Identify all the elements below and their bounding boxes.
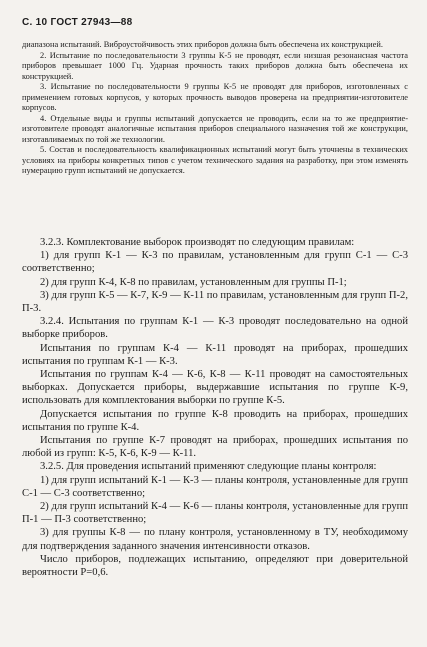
paragraph-k8: Допускается испытания по группе К-8 проводить на приборах, прошедших испытания по группе К-4. <box>22 408 408 433</box>
paragraph-k7: Испытания по группе К-7 проводят на приборах, прошедших испытания по любой из групп: К-5, К-6, К-9 — К-11. <box>22 435 408 460</box>
paragraph-independent-samples: Испытания по группам К-4 — К-6, К-8 — К-11 проводят на самостоятельных выборках. Допускается приборы, выдержавшие испытания по группе К-9, использовать для комплектования выборки по группе К-5. <box>22 369 408 407</box>
paragraph-plan-2: 2) для групп испытаний К-4 — К-6 — планы контроля, установленные для групп П-1 — П-3 соответственно; <box>22 501 408 526</box>
paragraph-k4-k11: Испытания по группам К-4 — К-11 проводят на приборах, прошедших испытания по группам К-1 — К-3. <box>22 342 408 367</box>
paragraph-3-2-3: 3.2.3. Комплектование выборок производят по следующим правилам: <box>40 237 355 248</box>
footnotes-block <box>22 40 408 177</box>
footnote-1: диапазона испытаний. Виброустойчивость этих приборов должна быть обеспечена их конструкцией. <box>22 40 383 49</box>
main-text-block <box>22 236 408 579</box>
paragraph-3-2-5: 3.2.5. Для проведения испытаний применяют следующие планы контроля: <box>40 461 377 473</box>
paragraph-confidence: Число приборов, подлежащих испытанию, определяют при доверительной вероятности P=0,6. <box>22 553 408 579</box>
page-header: С. 10 ГОСТ 27943—88 <box>22 17 133 28</box>
paragraph-plan-3: 3) для группы К-8 — по плану контроля, установленному в ТУ, необходимому для подтверждения заданного значения интенсивности отказов. <box>22 527 408 552</box>
footnote-3: 3. Испытание по последовательности 9 группы К-5 не проводят для приборов, изготовленных с применением готовых корпусов, у которых прочность выводов проверена на предприятии-изготовителе корпусов. <box>22 82 408 112</box>
footnote-4: 4. Отдельные виды и группы испытаний допускается не проводить, если на то же предприятие-изготовителе проводят аналогичные испытания приборов специального назначения той же конструкции, изготавливаемых по той же технологии. <box>22 113 408 144</box>
paragraph-list-item-1: 1) для групп К-1 — К-3 по правилам, установленным для групп С-1 — С-3 соответственно; <box>22 250 408 275</box>
footnote-2: 2. Испытание по последовательности 3 группы К-5 не проводят, если низшая резонансная частота приборов превышает 1000 Гц. Ударная прочность таких приборов должна быть обеспечена их конструкцией. <box>22 50 408 81</box>
footnote-5: 5. Состав и последовательность квалификационных испытаний могут быть уточнены в технических условиях на приборы конкретных типов с учетом технического задания на разработку, при этом изменять нумерацию групп испытаний не допускается. <box>22 145 408 175</box>
paragraph-list-item-2: 2) для групп К-4, К-8 по правилам, установленным для группы П-1; <box>40 276 347 288</box>
paragraph-list-item-3: 3) для групп К-5 — К-7, К-9 — К-11 по правилам, установленным для групп П-2, П-3. <box>22 289 408 315</box>
paragraph-3-2-4: 3.2.4. Испытания по группам К-1 — К-3 проводят последовательно на одной выборке приборов. <box>22 316 408 341</box>
paragraph-plan-1: 1) для групп испытаний К-1 — К-3 — планы контроля, установленные для групп С-1 — С-3 соответственно; <box>22 474 408 499</box>
